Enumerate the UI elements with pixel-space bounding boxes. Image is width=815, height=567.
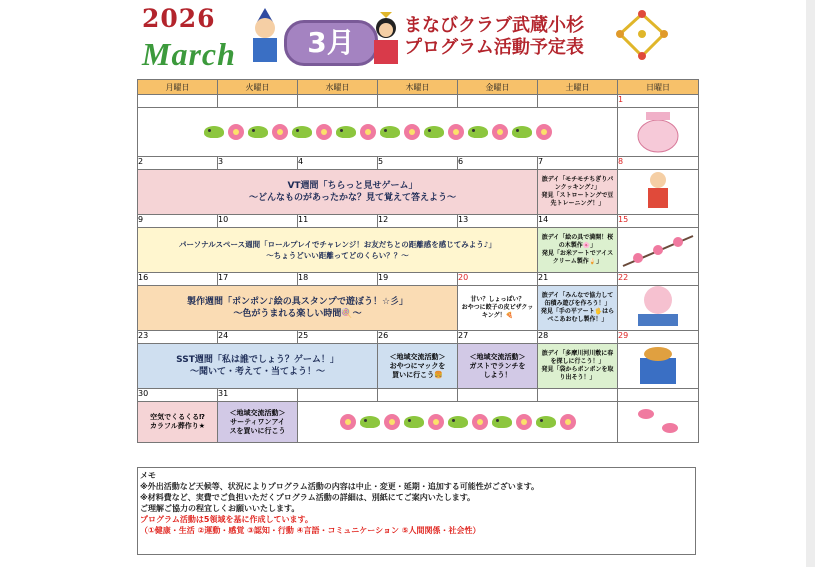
date-cell: 17 (218, 273, 298, 286)
date-cell: 21 (538, 273, 618, 286)
plum-flower-icon (272, 124, 288, 140)
event-sst-week (138, 344, 378, 389)
memo-box (137, 467, 696, 555)
bird-icon (360, 416, 380, 428)
weekday-header-row (138, 80, 699, 95)
date-cell: 16 (138, 273, 218, 286)
date-cell: 12 (378, 215, 458, 228)
event-text: VT週間「ちらっと見せゲーム」 ～どんなものがあったかな？見て覚えて答えよう～ (249, 181, 456, 203)
year-title: 2026 (142, 4, 216, 33)
memo-line: ※材料費など、実費でご負担いただくプログラム活動の詳細は、別紙にてご案内いたします。 (140, 493, 476, 502)
event-text: パーソナルスペース週間「ロールプレイでチャレンジ！お友だちとの距離感を感じてみよう♪」 ～ちょうどいい距離ってどのくらい？？～ (178, 240, 497, 260)
hina-decoration (138, 124, 617, 140)
month-badge: 3月 (284, 20, 378, 66)
cherry-blossom-picnic-icon (618, 286, 698, 328)
week-6-dates (138, 389, 699, 402)
date-cell: 15 (618, 215, 699, 228)
date-cell (538, 389, 618, 402)
plum-flower-icon (536, 124, 552, 140)
petals-cell (618, 402, 699, 443)
plum-flower-icon (228, 124, 244, 140)
plum-flower-icon (428, 414, 444, 430)
date-cell-holiday: 20 (458, 273, 538, 286)
plum-flower-icon (316, 124, 332, 140)
date-cell: 26 (378, 331, 458, 344)
month-english-title: March (142, 36, 236, 72)
plum-flower-icon (560, 414, 576, 430)
week-1-dates (138, 95, 699, 108)
event-tue-w6 (218, 402, 298, 443)
memo-line-red: プログラム活動は5領域を基に作成しています。 (140, 515, 313, 524)
bird-icon (292, 126, 312, 138)
memo-line: ※外出活動など天候等、状況によりプログラム活動の内容は中止・変更・延期・追加する可能性がございます。 (140, 482, 540, 491)
bird-icon (404, 416, 424, 428)
date-cell: 9 (138, 215, 218, 228)
cooking-girl-icon (618, 170, 698, 212)
date-cell: 19 (378, 273, 458, 286)
hanami-cell (618, 286, 699, 331)
date-cell (458, 95, 538, 108)
date-cell (298, 389, 378, 402)
cherry-petals-icon (618, 402, 698, 440)
week-2-content (138, 170, 699, 215)
week-4-dates (138, 273, 699, 286)
weekday-wed: 水曜日 (298, 80, 378, 95)
date-cell: 7 (538, 157, 618, 170)
event-sat-w3 (538, 228, 618, 273)
bird-icon (336, 126, 356, 138)
date-cell: 14 (538, 215, 618, 228)
date-cell (618, 389, 699, 402)
event-fri-w4 (458, 286, 538, 331)
date-cell: 8 (618, 157, 699, 170)
weekday-tue: 火曜日 (218, 80, 298, 95)
event-text: ＜地域交流活動＞ サーティワンアイ スを買いに行こう (229, 408, 286, 435)
event-text: 旅デイ「多摩川河川敷に春を探しに行こう！」 発見「袋からポンポンを取り出そう！」 (541, 350, 614, 381)
hina-arare-bag-icon (618, 108, 698, 154)
event-craft-week (138, 286, 458, 331)
week-6-content (138, 402, 699, 443)
weekday-mon: 月曜日 (138, 80, 218, 95)
calendar-table (137, 79, 699, 443)
date-cell (538, 95, 618, 108)
event-text: SST週間「私は誰でしょう？ゲーム！」 ～聞いて・考えて・当てよう！～ (176, 355, 339, 377)
event-sat-w4 (538, 286, 618, 331)
logo-icon (614, 10, 670, 60)
date-cell: 23 (138, 331, 218, 344)
event-mon-w6 (138, 402, 218, 443)
scrollbar-track[interactable] (806, 0, 815, 567)
date-cell: 31 (218, 389, 298, 402)
girl-illustration-icon (368, 12, 404, 64)
date-cell: 1 (618, 95, 699, 108)
date-cell (218, 95, 298, 108)
plum-flower-icon (472, 414, 488, 430)
date-cell: 13 (458, 215, 538, 228)
event-text: 製作週間「ポンポン♪絵の具スタンプで遊ぼう！☆彡」 ～色がうまれる楽しい時間🍭～ (186, 297, 409, 319)
event-thu-w5 (378, 344, 458, 389)
date-cell: 18 (298, 273, 378, 286)
decoration-row-bottom (298, 402, 618, 443)
date-cell: 3 (218, 157, 298, 170)
plum-flower-icon (492, 124, 508, 140)
bird-icon (512, 126, 532, 138)
bird-icon (492, 416, 512, 428)
plum-branch-icon (618, 228, 698, 270)
event-fri-w5 (458, 344, 538, 389)
club-title-line1: まなびクラブ武蔵小杉 (404, 15, 584, 36)
bird-icon (204, 126, 224, 138)
date-cell: 24 (218, 331, 298, 344)
date-cell: 10 (218, 215, 298, 228)
date-cell (458, 389, 538, 402)
memo-title: メモ (140, 471, 156, 480)
arare-bag-cell (618, 108, 699, 157)
plum-flower-icon (340, 414, 356, 430)
plum-flower-icon (384, 414, 400, 430)
event-text: 甘い？しょっぱい？ おやつに餃子の皮ピザクッキング！🍕 (461, 296, 534, 319)
date-cell: 2 (138, 157, 218, 170)
date-cell: 5 (378, 157, 458, 170)
decoration-row (138, 108, 618, 157)
bird-icon (448, 416, 468, 428)
bird-icon (424, 126, 444, 138)
date-cell: 30 (138, 389, 218, 402)
bird-icon (536, 416, 556, 428)
date-cell (298, 95, 378, 108)
plum-flower-icon (404, 124, 420, 140)
event-text: 旅デイ「モチモチちぎりパンクッキング♪」 発見「ストロートングで豆先トレーニング！」 (541, 176, 614, 207)
event-sat-w2 (538, 170, 618, 215)
date-cell: 28 (538, 331, 618, 344)
date-cell (378, 95, 458, 108)
plum-flower-icon (448, 124, 464, 140)
week-2-dates (138, 157, 699, 170)
bird-icon (468, 126, 488, 138)
club-title-line2: プログラム活動予定表 (404, 37, 584, 58)
weekday-thu: 木曜日 (378, 80, 458, 95)
plum-branch-cell (618, 228, 699, 273)
event-text: 旅デイ「絵の具で満開！桜の木製作🌸」 発見「お米アートでアイスクリーム製作🍦」 (541, 234, 614, 265)
weekday-sun: 日曜日 (618, 80, 699, 95)
date-cell: 27 (458, 331, 538, 344)
week-5-dates (138, 331, 699, 344)
club-title (404, 15, 584, 59)
event-text: 空気でくるくる⁉ カラフル葬作り★ (150, 413, 205, 430)
weekday-sat: 土曜日 (538, 80, 618, 95)
cooking-illustration-cell (618, 170, 699, 215)
memo-line-red: （①健康・生活 ②運動・感覚 ③認知・行動 ④言語・コミュニケーション ⑤人間関係・社会性） (140, 526, 481, 535)
date-cell: 29 (618, 331, 699, 344)
event-vt-week (138, 170, 538, 215)
plum-flower-icon (360, 124, 376, 140)
memo-line: ご理解ご協力の程宜しくお願いいたします。 (140, 504, 300, 513)
date-cell: 4 (298, 157, 378, 170)
date-cell: 25 (298, 331, 378, 344)
week-5-content (138, 344, 699, 389)
week-1-content (138, 108, 699, 157)
date-cell: 22 (618, 273, 699, 286)
event-personal-space-week (138, 228, 538, 273)
event-text: ＜地域交流活動＞ おやつにマックを 買いに行こう🍔 (389, 352, 446, 379)
week-4-content (138, 286, 699, 331)
weekday-fri: 金曜日 (458, 80, 538, 95)
bird-icon (248, 126, 268, 138)
event-text: ＜地域交流活動＞ ガストでランチを しよう！ (469, 352, 526, 379)
boy-illustration-icon (247, 8, 283, 64)
bird-icon (380, 126, 400, 138)
hamburger-cell (618, 344, 699, 389)
date-cell: 11 (298, 215, 378, 228)
date-cell: 6 (458, 157, 538, 170)
event-sat-w5 (538, 344, 618, 389)
plum-flower-icon (516, 414, 532, 430)
date-cell (138, 95, 218, 108)
week-3-dates (138, 215, 699, 228)
event-text: 旅デイ「みんなで協力して缶積み遊びを作ろう！」 発見「手の平アート🖐はらぺこあおむし製作！」 (540, 292, 615, 323)
date-cell (378, 389, 458, 402)
hina-decoration (298, 414, 617, 430)
week-3-content (138, 228, 699, 273)
hamburger-shop-icon (618, 344, 698, 386)
